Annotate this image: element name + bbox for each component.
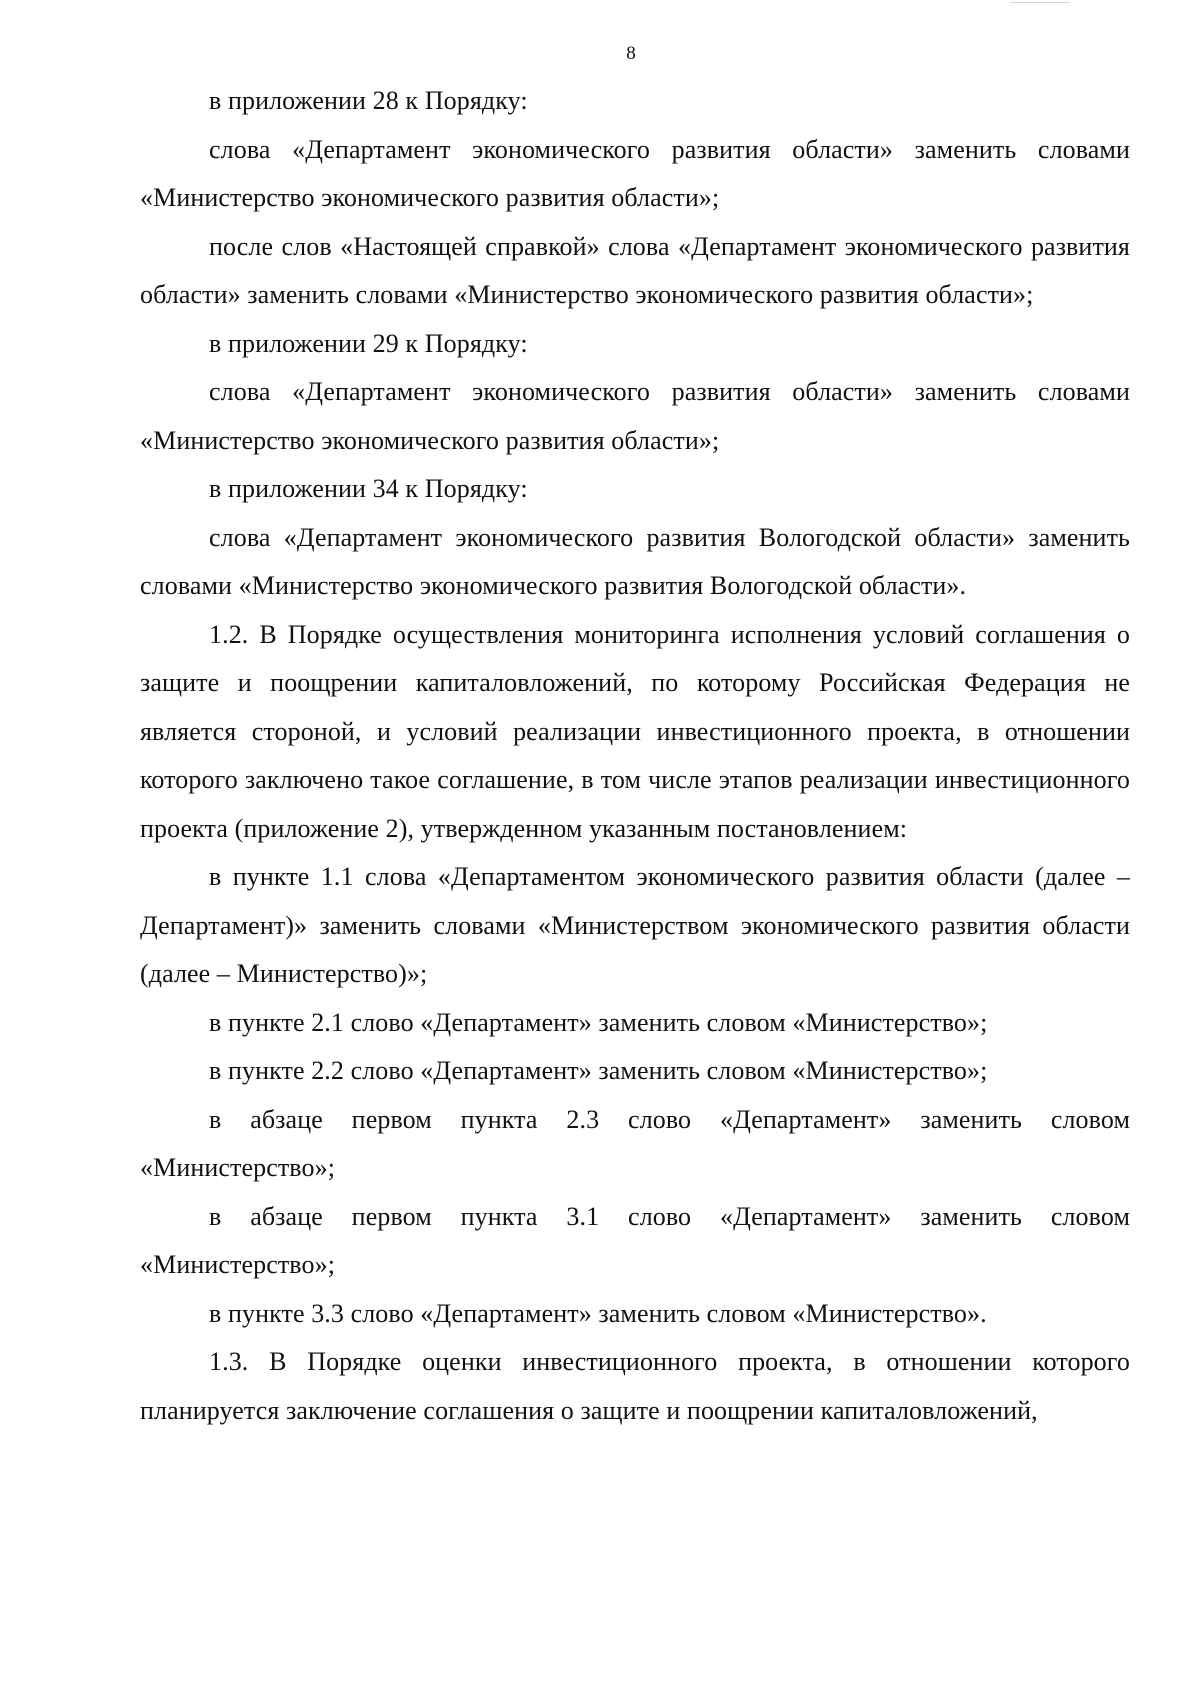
scan-edge-mark xyxy=(1010,2,1070,3)
document-body xyxy=(140,77,1130,1435)
paragraph-section-1-3: 1.3. В Порядке оценки инвестиционного проекта, в отношении которого планируется заключение соглашения о защите и поощрении капиталовложений, xyxy=(140,1347,1130,1425)
paragraph-section-1-2: 1.2. В Порядке осуществления мониторинга исполнения условий соглашения о защите и поощрении капиталовложений, по которому Российская Федерация не является стороной, и условий реализации инвестиционного проекта, в отношении которого заключено такое соглашение, в том числе этапов реализации инвестиционного проекта (приложение 2), утвержденном указанным постановлением: xyxy=(140,619,1130,843)
page-number: 8 xyxy=(626,43,636,64)
paragraph-clause-2-3: в абзаце первом пункта 2.3 слово «Департамент» заменить словом «Министерство»; xyxy=(140,1104,1130,1182)
paragraph-appendix-28: в приложении 28 к Порядку: xyxy=(209,86,528,115)
paragraph-clause-3-1: в абзаце первом пункта 3.1 слово «Департамент» заменить словом «Министерство»; xyxy=(140,1201,1130,1279)
paragraph-appendix-29: в приложении 29 к Порядку: xyxy=(209,328,528,358)
paragraph-clause-2-1: в пункте 2.1 слово «Департамент» заменить словом «Министерство»; xyxy=(209,1007,988,1037)
paragraph-appendix-34: в приложении 34 к Порядку: xyxy=(209,474,528,503)
paragraph-clause-3-3: в пункте 3.3 слово «Департамент» заменить словом «Министерство». xyxy=(209,1298,987,1328)
paragraph-replace-words: слова «Департамент экономического развития области» заменить словами «Министерство экономического развития области»; xyxy=(140,134,1130,212)
paragraph-clause-1-1: в пункте 1.1 слова «Департаментом экономического развития области (далее – Департамент)» заменить словами «Министерством экономического развития области (далее – Министерство)»; xyxy=(140,862,1130,988)
paragraph-replace-words: слова «Департамент экономического развития Вологодской области» заменить словами «Министерство экономического развития Вологодской области». xyxy=(140,522,1130,600)
paragraph-after-words: после слов «Настоящей справкой» слова «Департамент экономического развития области» заменить словами «Министерство экономического развития области»; xyxy=(140,231,1130,309)
paragraph-replace-words: слова «Департамент экономического развития области» заменить словами «Министерство экономического развития области»; xyxy=(140,377,1130,455)
paragraph-clause-2-2: в пункте 2.2 слово «Департамент» заменить словом «Министерство»; xyxy=(209,1056,988,1085)
